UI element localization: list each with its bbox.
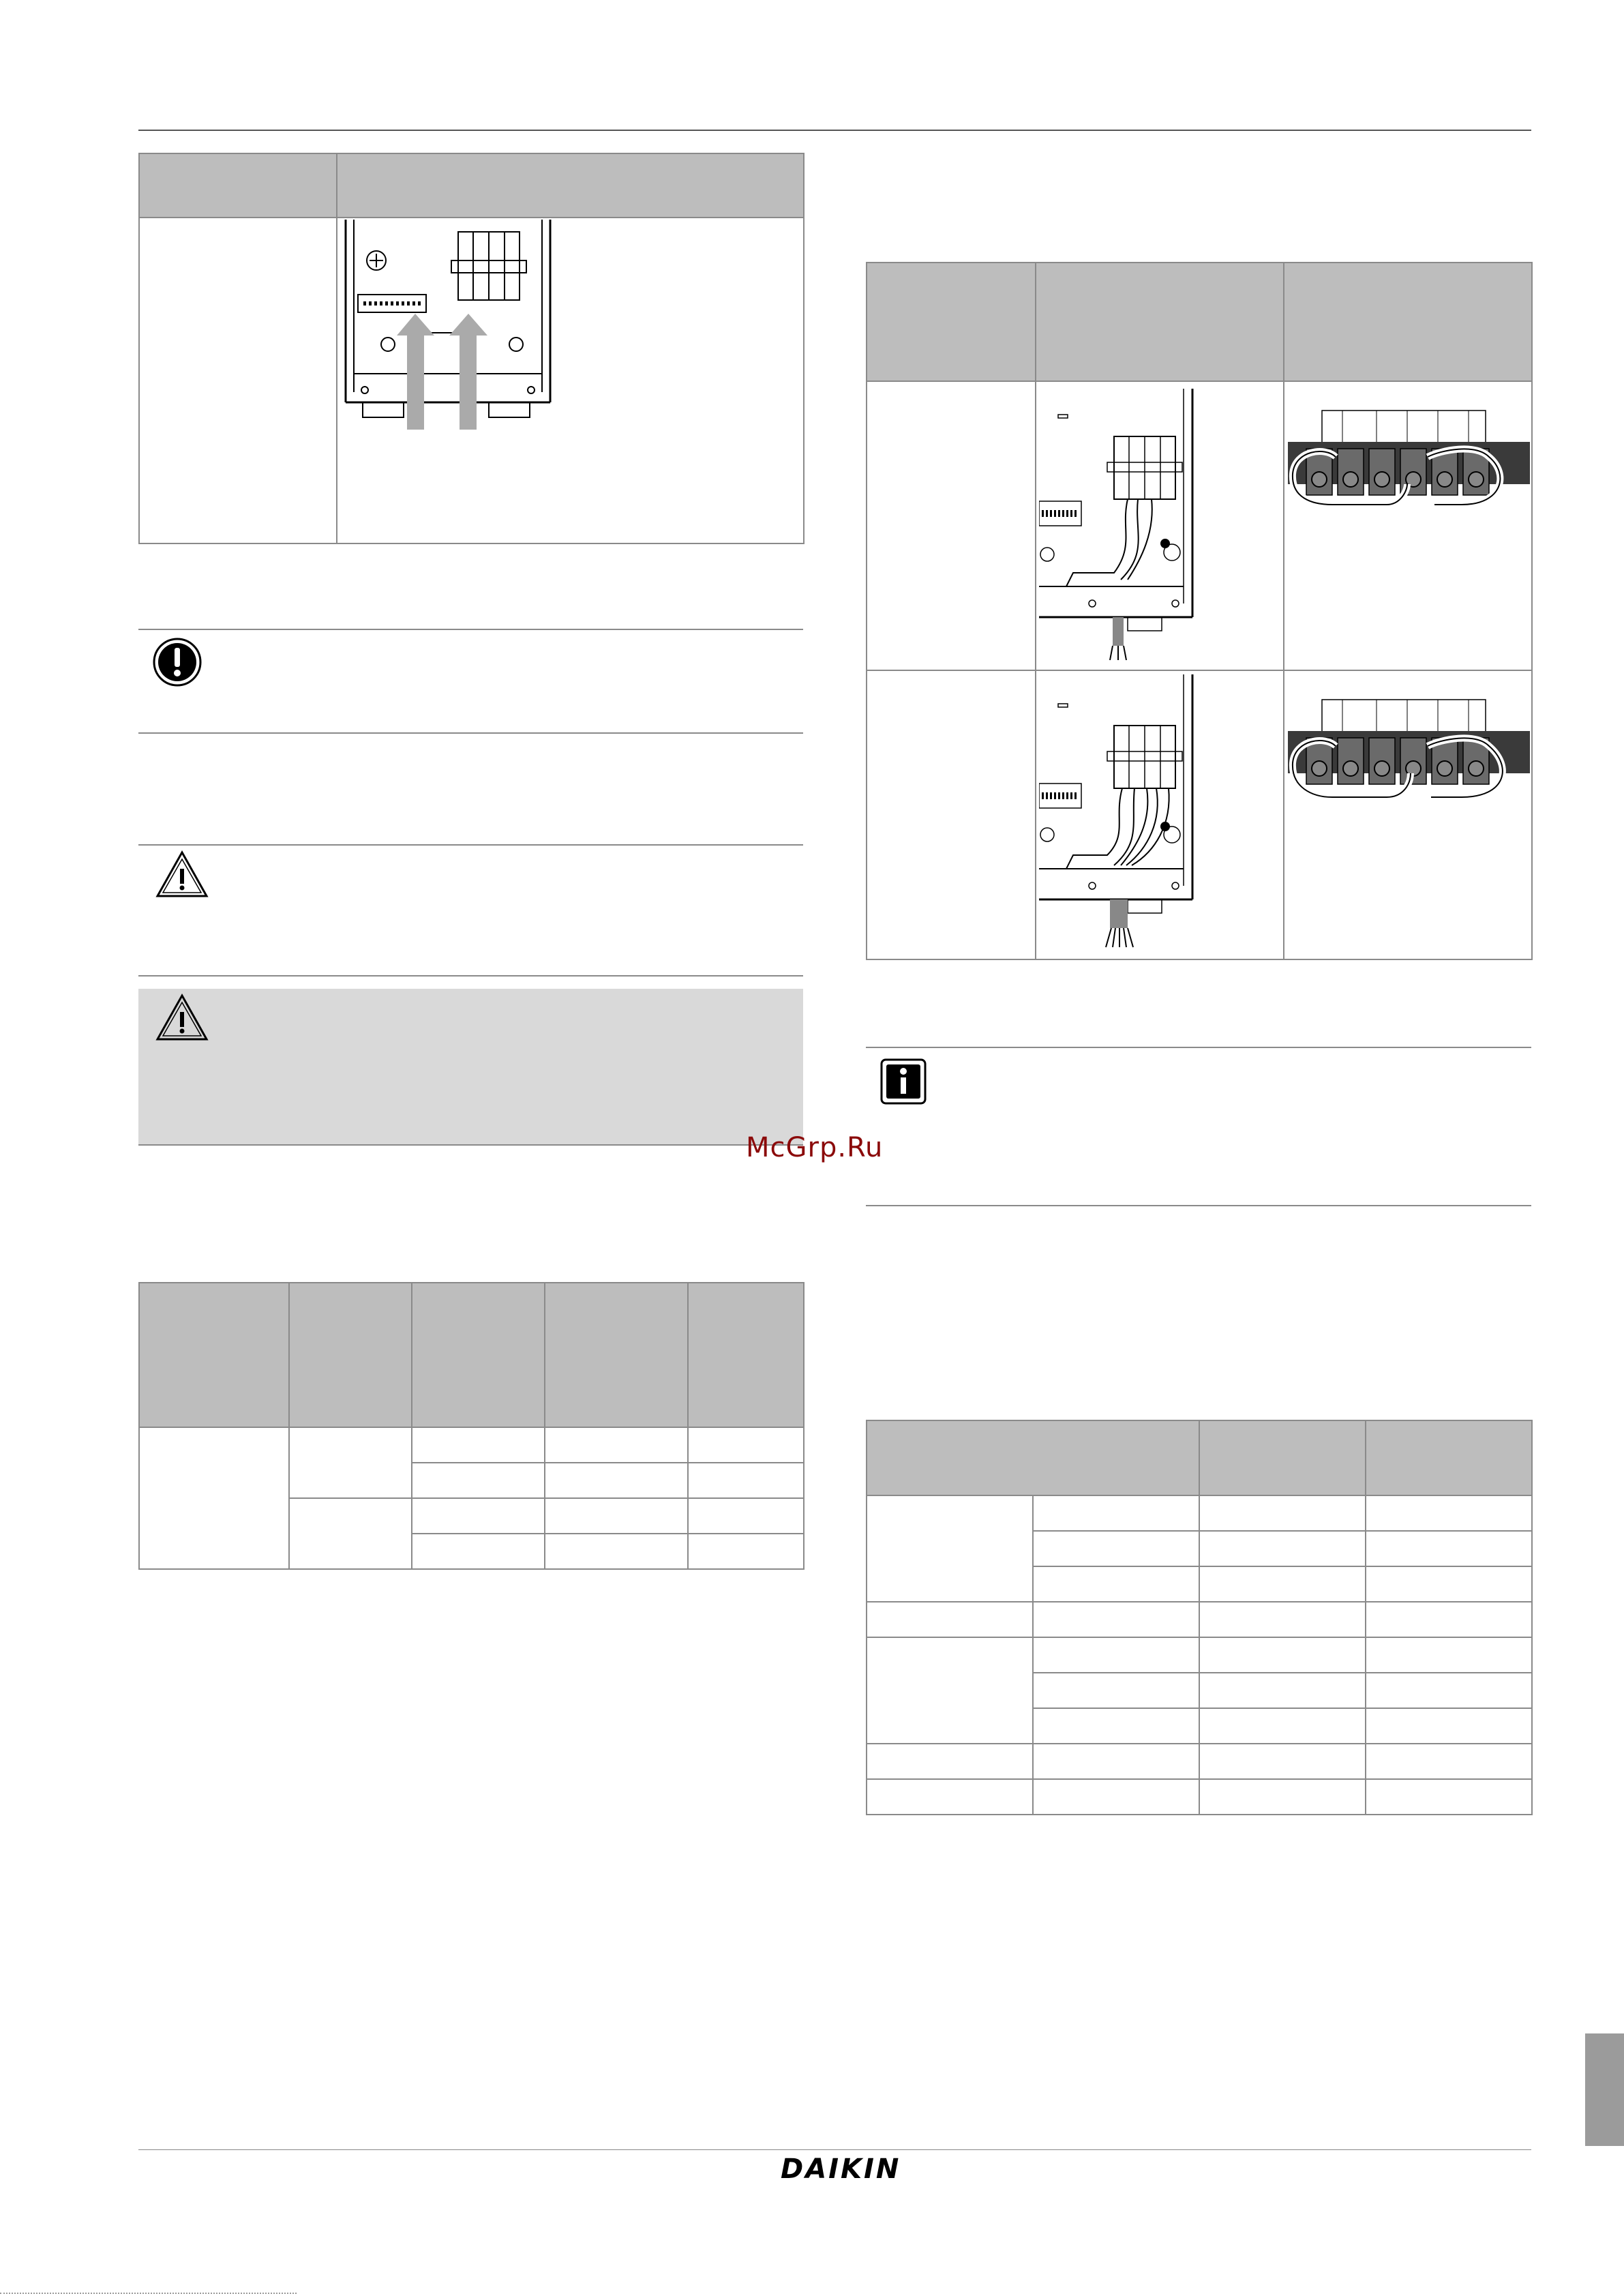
wiring-diagram-single-phase [1039, 382, 1237, 661]
side-tab [1585, 2033, 1624, 2146]
table-cell [1199, 1637, 1366, 1673]
table-cell [139, 1427, 289, 1569]
table-cell [1366, 1495, 1532, 1531]
table-header-cell [337, 153, 804, 218]
table-cell [1366, 1566, 1532, 1602]
table-header-cell [867, 1420, 1199, 1495]
table-cell [867, 381, 1036, 670]
table-cell [1366, 1779, 1532, 1815]
table-cell [545, 1534, 688, 1569]
table-cell [1366, 1673, 1532, 1708]
exclamation-circle-icon [152, 637, 202, 687]
table-cell [1366, 1602, 1532, 1637]
terminal-wiring-single-phase [1284, 382, 1530, 518]
table-header-cell [1036, 263, 1284, 381]
table-header-cell [289, 1283, 412, 1427]
left-figure-table [138, 153, 805, 544]
table-cell [688, 1534, 804, 1569]
table-header-cell [1284, 263, 1532, 381]
table-cell [545, 1427, 688, 1463]
table-cell [1036, 381, 1284, 670]
table-header-cell [688, 1283, 804, 1427]
cable-entry-diagram [339, 218, 571, 436]
table-cell [1033, 1602, 1199, 1637]
table-cell [867, 1779, 1033, 1815]
table-cell [688, 1498, 804, 1534]
table-cell [412, 1498, 545, 1534]
table-cell [1036, 670, 1284, 959]
table-cell [412, 1427, 545, 1463]
brand-logo: DAIKIN [781, 2153, 901, 2185]
warning-triangle-icon [155, 993, 209, 1043]
table-cell [1199, 1566, 1366, 1602]
table-cell [1033, 1673, 1199, 1708]
table-cell [545, 1498, 688, 1534]
info-icon [879, 1058, 927, 1105]
wiring-diagram-three-phase [1039, 671, 1237, 951]
footer-rule [138, 2149, 1531, 2150]
right-data-table [866, 1420, 1533, 1815]
table-cell [1199, 1531, 1366, 1566]
table-header-cell [867, 263, 1036, 381]
table-cell [1199, 1708, 1366, 1744]
table-header-cell [1199, 1420, 1366, 1495]
table-cell [412, 1463, 545, 1498]
warning-triangle-icon [155, 850, 209, 900]
table-cell [412, 1534, 545, 1569]
table-cell [867, 1602, 1033, 1637]
table-cell [139, 218, 337, 543]
notice-information [866, 1047, 1531, 1206]
table-cell [289, 1498, 412, 1569]
table-cell [867, 670, 1036, 959]
bottom-edge-line [0, 2293, 297, 2294]
notice-important [138, 629, 803, 734]
table-cell [1199, 1602, 1366, 1637]
table-header-cell [139, 153, 337, 218]
table-cell [289, 1427, 412, 1498]
table-cell [1199, 1779, 1366, 1815]
table-header-cell [412, 1283, 545, 1427]
table-cell [1199, 1495, 1366, 1531]
table-cell [688, 1463, 804, 1498]
table-cell [688, 1427, 804, 1463]
table-cell [1033, 1531, 1199, 1566]
table-cell [545, 1463, 688, 1498]
terminal-wiring-three-phase [1284, 671, 1530, 807]
table-cell [1033, 1495, 1199, 1531]
table-cell [1033, 1744, 1199, 1779]
table-cell [1366, 1531, 1532, 1566]
watermark: McGrp.Ru [746, 1132, 884, 1163]
table-cell [337, 218, 804, 543]
left-data-table [138, 1282, 805, 1570]
table-cell [1033, 1708, 1199, 1744]
table-header-cell [545, 1283, 688, 1427]
table-header-cell [1366, 1420, 1532, 1495]
table-cell [1199, 1744, 1366, 1779]
notice-caution [138, 844, 803, 976]
table-cell [1366, 1708, 1532, 1744]
table-cell [1366, 1637, 1532, 1673]
table-cell [1033, 1779, 1199, 1815]
notice-warning [138, 989, 803, 1146]
table-cell [1284, 381, 1532, 670]
table-cell [1033, 1637, 1199, 1673]
table-cell [867, 1637, 1033, 1744]
table-cell [867, 1495, 1033, 1602]
table-cell [1366, 1744, 1532, 1779]
table-header-cell [139, 1283, 289, 1427]
table-cell [867, 1744, 1033, 1779]
header-rule [138, 130, 1531, 131]
right-figure-table [866, 262, 1533, 960]
table-cell [1284, 670, 1532, 959]
table-cell [1033, 1566, 1199, 1602]
table-cell [1199, 1673, 1366, 1708]
